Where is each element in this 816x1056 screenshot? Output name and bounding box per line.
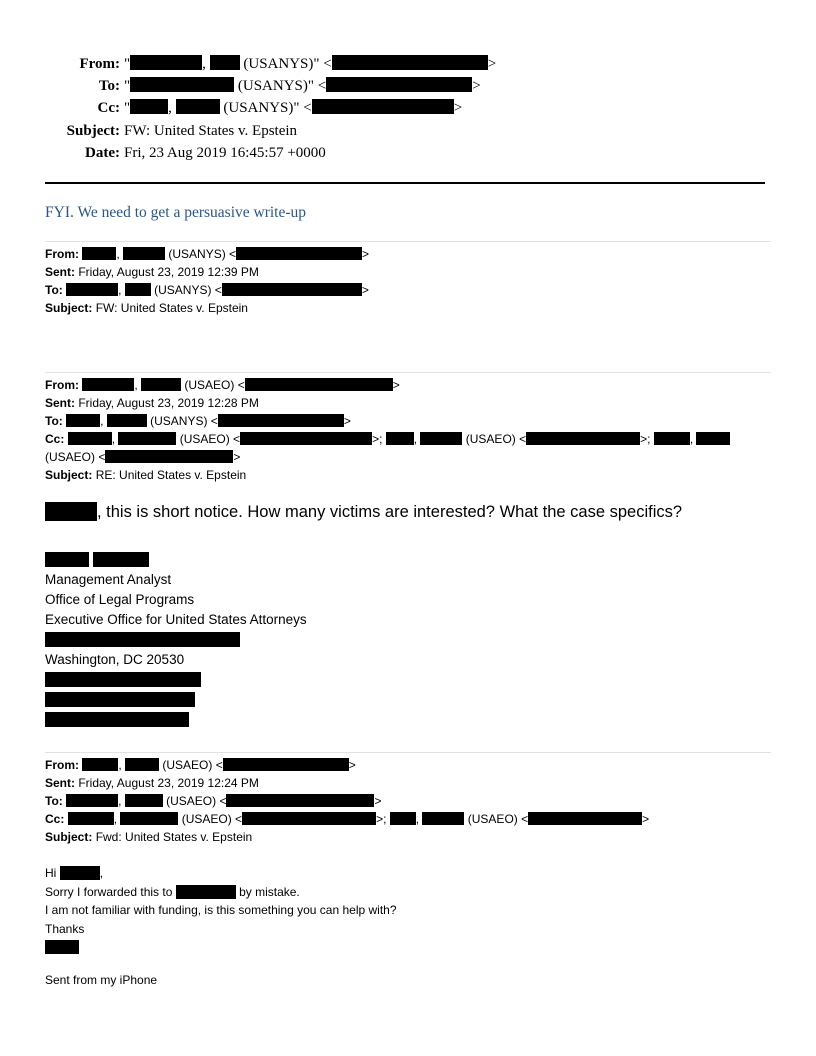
cc-org: (USAEO) <: [465, 432, 527, 446]
redaction: [141, 378, 181, 391]
sent-value: Friday, August 23, 2019 12:28 PM: [78, 396, 259, 410]
signature-office: Office of Legal Programs: [45, 592, 195, 607]
redaction: [218, 414, 344, 427]
signature-title: Management Analyst: [45, 572, 172, 587]
sent-label: Sent:: [45, 265, 75, 279]
header-date-label: Date:: [85, 144, 120, 161]
subject-label: Subject:: [45, 301, 93, 315]
body-line: Sorry I forwarded this to: [45, 884, 173, 899]
from-label: From:: [45, 378, 79, 392]
header-from-row: From: " , (USANYS)" < >: [0, 53, 816, 75]
redaction: [66, 414, 100, 427]
subject-label: Subject:: [45, 468, 93, 482]
forwarded-message-3: From: , (USAEO) < > Sent: Friday, August 23, 2019 12:24 PM To: , (USAEO) < > Cc: , (USAEO) < >; , (USAEO) < > Subject: Fwd: United States v. Epstein: [45, 758, 650, 844]
to-label: To:: [45, 414, 63, 428]
redaction: [107, 414, 147, 427]
header-date-row: [0, 142, 816, 164]
cc-org: (USAEO) <: [181, 812, 243, 826]
subject-value: RE: United States v. Epstein: [95, 468, 247, 482]
to-org: (USANYS) <: [154, 283, 222, 297]
redaction: [123, 247, 165, 260]
redaction: [105, 450, 233, 463]
redaction: [45, 632, 240, 647]
redaction: [528, 812, 642, 825]
redaction: [93, 552, 149, 567]
redaction: [82, 758, 118, 771]
redaction: [45, 712, 189, 727]
cc-org: (USAEO) <: [179, 432, 241, 446]
redaction: [68, 432, 112, 445]
redaction: [312, 99, 454, 114]
header-cc-text: (USANYS)": [223, 100, 300, 117]
from-org: (USANYS) <: [168, 247, 237, 261]
redaction: [226, 794, 374, 807]
forward-body: Hi , Sorry I forwarded this to by mistake. I am not familiar with funding, is this something you can help with? Thanks Sent from my iPhone: [45, 864, 397, 989]
to-label: To:: [45, 283, 63, 297]
signature-org: Executive Office for United States Attorneys: [45, 612, 307, 627]
redaction: [420, 432, 462, 445]
redaction: [82, 247, 116, 260]
from-label: From:: [45, 247, 79, 261]
signature-city: Washington, DC 20530: [45, 652, 185, 667]
redaction: [326, 77, 472, 92]
redaction: [45, 940, 79, 954]
redaction: [332, 55, 488, 70]
redaction: [654, 432, 690, 445]
cc-org: (USAEO) <: [45, 450, 106, 464]
from-org: (USAEO) <: [184, 378, 245, 392]
redaction: [386, 432, 414, 445]
redaction: [45, 672, 201, 687]
redaction: [390, 812, 416, 825]
body-line: I am not familiar with funding, is this something you can help with?: [45, 903, 397, 917]
sent-from-footer: Sent from my iPhone: [45, 972, 158, 987]
redaction: [125, 283, 151, 296]
sent-value: Friday, August 23, 2019 12:24 PM: [78, 776, 259, 790]
subject-value: FW: United States v. Epstein: [95, 301, 248, 315]
fyi-message: FYI. We need to get a persuasive write-up: [45, 204, 307, 221]
to-label: To:: [45, 794, 63, 808]
header-cc-label: Cc:: [97, 100, 120, 117]
forwarded-message-2: From: , (USAEO) < > Sent: Friday, August 23, 2019 12:28 PM To: , (USANYS) < > Cc: , (USAEO) < >; , (USAEO) < >; , (USAEO) < > Subject: RE: United States v. Epstein: [45, 376, 730, 484]
redaction: [236, 247, 362, 260]
body-line: by mistake.: [239, 884, 300, 899]
header-from-label: From:: [79, 56, 120, 72]
redaction: [45, 552, 89, 567]
redaction: [125, 794, 163, 807]
subject-value: Fwd: United States v. Epstein: [95, 830, 253, 844]
subject-label: Subject:: [45, 830, 93, 844]
redaction: [66, 283, 118, 296]
redaction: [82, 378, 134, 391]
reply-body: [45, 502, 682, 522]
forwarded-message-1: From: , (USANYS) < > Sent: Friday, August 23, 2019 12:39 PM To: , (USANYS) < > Subject: FW: United States v. Epstein: [45, 247, 370, 315]
header-subject-label: Subject:: [66, 122, 120, 139]
cc-org: (USAEO) <: [467, 812, 529, 826]
header-subject-value: FW: United States v. Epstein: [124, 122, 298, 139]
to-org: (USAEO) <: [166, 794, 227, 808]
redaction: [68, 812, 114, 825]
redaction: [240, 432, 372, 445]
redaction: [696, 432, 730, 445]
message-separator: [45, 372, 771, 373]
cc-label: Cc:: [45, 812, 65, 826]
message-separator: [45, 241, 771, 242]
header-to-row: To: " (USANYS)" < >: [0, 75, 816, 97]
header-cc-row: Cc: " , (USANYS)" < >: [0, 97, 816, 119]
header-to-label: To:: [98, 78, 120, 95]
redaction: [210, 55, 240, 70]
redaction: [120, 812, 178, 825]
header-date-value: Fri, 23 Aug 2019 16:45:57 +0000: [124, 144, 326, 161]
redaction: [526, 432, 640, 445]
signature-block: [45, 550, 307, 730]
redaction: [45, 502, 97, 521]
to-org: (USANYS) <: [150, 414, 218, 428]
redaction: [176, 885, 236, 899]
sent-label: Sent:: [45, 396, 75, 410]
from-label: From:: [45, 758, 79, 772]
redaction: [223, 758, 349, 771]
sent-value: Friday, August 23, 2019 12:39 PM: [78, 265, 259, 279]
redaction: [222, 283, 362, 296]
redaction: [130, 77, 234, 92]
redaction: [130, 99, 168, 114]
redaction: [245, 378, 393, 391]
cc-label: Cc:: [45, 432, 65, 446]
message-separator: [45, 752, 771, 753]
redaction: [45, 692, 195, 707]
sent-label: Sent:: [45, 776, 75, 790]
redaction: [176, 99, 220, 114]
redaction: [125, 758, 159, 771]
email-header: [0, 53, 816, 164]
header-to-text: (USANYS)": [237, 78, 315, 95]
body-line: Thanks: [45, 921, 85, 936]
greeting: Hi: [45, 866, 57, 880]
header-from-text: (USANYS)": [243, 56, 320, 72]
redaction: [242, 812, 376, 825]
header-divider: [45, 182, 765, 184]
redaction: [118, 432, 176, 445]
redaction: [422, 812, 464, 825]
header-subject-row: [0, 120, 816, 142]
from-org: (USAEO) <: [162, 758, 223, 772]
reply-body-text: , this is short notice. How many victims are interested? What the case specifics?: [97, 503, 683, 521]
redaction: [60, 866, 100, 880]
redaction: [66, 794, 118, 807]
redaction: [130, 55, 202, 70]
